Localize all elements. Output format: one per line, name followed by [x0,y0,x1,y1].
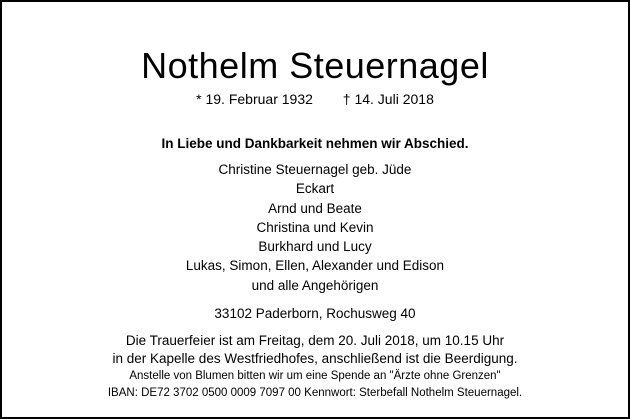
mourners-list [2,160,628,295]
mourner-line: Christine Steuernagel geb. Jüde [218,162,412,177]
farewell-statement: In Liebe und Dankbarkeit nehmen wir Abschied. [161,136,469,151]
funeral-service-info [2,332,628,368]
donation-line: IBAN: DE72 3702 0500 0009 7097 00 Kennwort: Sterbefall Nothelm Steuernagel. [107,387,523,399]
mourner-line: Lukas, Simon, Ellen, Alexander und Edison [185,258,445,274]
service-line: Die Trauerfeier ist am Freitag, dem 20. Juli 2018, um 10.15 Uhr [125,333,505,348]
deceased-name: Nothelm Steuernagel [141,45,489,86]
life-dates [2,90,628,108]
mourner-line: und alle Angehörigen [251,277,379,293]
donation-line: Anstelle von Blumen bitten wir um eine Spende an "Ärzte ohne Grenzen" [129,370,501,382]
service-line: in der Kapelle des Westfriedhofes, anschließend ist die Beerdigung. [112,351,518,366]
donation-info [2,368,628,402]
mourner-line: Eckart [295,181,335,197]
birth-date: * 19. Februar 1932 [196,91,313,107]
family-address: 33102 Paderborn, Rochusweg 40 [214,306,416,321]
mourner-line: Christina und Kevin [256,219,374,235]
mourner-line: Burkhard und Lucy [258,239,372,255]
mourner-line: Arnd und Beate [268,200,362,216]
death-date: † 14. Juli 2018 [342,91,434,107]
